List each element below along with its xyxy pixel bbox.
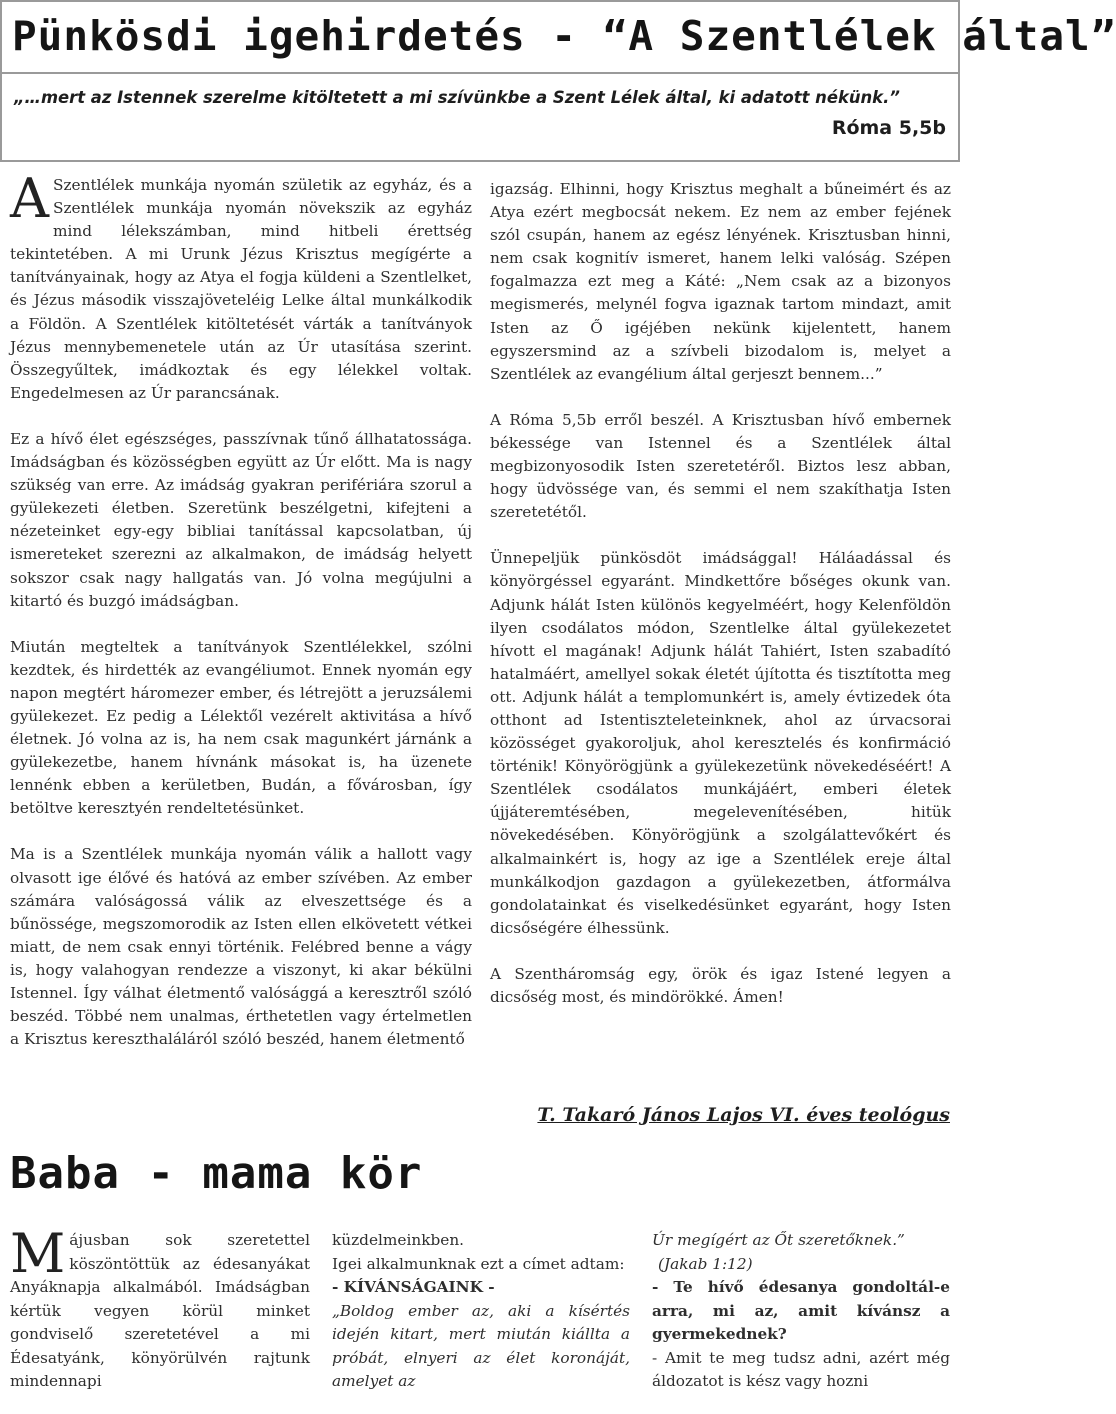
drop-cap: M: [10, 1222, 66, 1285]
baba-heading: - KÍVÁNSÁGAINK -: [332, 1278, 495, 1296]
motto-quote: „…mert az Istennek szerelme kitöltetett a mi szívünkbe a Szent Lélek által, ki adatott nékünk.”: [14, 88, 900, 107]
signature: T. Takaró János Lajos VI. éves teológus: [537, 1104, 950, 1126]
page-title: Pünkösdi igehirdetés - “A Szentlélek által”: [0, 0, 960, 74]
baba-column-1: [10, 1222, 310, 1394]
baba-question: - Te hívő édesanya gondoltál-e arra, mi az, amit kívánsz a gyermekednek?: [652, 1278, 950, 1343]
sermon-right-column: [490, 178, 951, 1009]
baba-column-2: [332, 1229, 630, 1394]
motto-reference: Róma 5,5b: [831, 117, 946, 139]
baba-quote: „Boldog ember az, aki a kísértés idején kitart, mert miután kiállta a próbát, elnyeri az élet koronáját, amelyet az: [332, 1301, 630, 1390]
sermon-paragraph: Ünnepeljük pünkösdöt imádsággal! Háláadással és könyörgéssel egyaránt. Mindkettőre bőséges okunk van. Adjunk hálát Isten különös kegyelméért, hogy Kelenföldön ilyen csodálatos módon, Szentlelke által gyülekezetet hívott el magának! Adjunk hálát Tahiért, Isten szabadító hatalmáért, amellyel sokak életét újította és tisztította meg ott. Adjunk hálát a templomunkért is, amely évtizedek óta otthont ad Istentiszteleteinknek, ahol az úrvacsorai közösséget gyakoroljuk, ahol keresztelés és konfirmáció történik! Könyörögjünk a gyülekezetünk növekedéséért! A Szentlélek csodálatos munkájáért, emberi életek újjáteremtésében, megelevenítésében, hitük növekedésében. Könyörögjünk a szolgálattevőkért és alkalmainkért is, hogy az ige a Szentlélek ereje által munkálkodjon gazdagon a gyülekezetben, átformálva gondolatainkat és viselkedésünket egyaránt, hogy Isten dicsőségére élhessünk.: [490, 549, 951, 937]
baba-reference: (Jakab 1:12): [658, 1254, 753, 1273]
sermon-paragraph: A Róma 5,5b erről beszél. A Krisztusban hívő embernek békessége van Istennel és a Szentlélek által megbizonyosodik Isten szeretetéről. Biztos lesz abban, hogy üdvössége van, és semmi el nem szakíthatja Isten szeretetétől.: [490, 410, 951, 522]
sermon-paragraph: Miután megteltek a tanítványok Szentlélekkel, szólni kezdtek, és hirdették az evangéliumot. Ennek nyomán egy napon megtért háromezer ember, és létrejött a jeruzsálemi gyülekezet. Ez pedig a Lélektől vezérelt aktivitása a hívő életnek. Jó volna az is, ha nem csak magunkért járnánk a gyülekezetbe, hanem hívnánk másokat is, ha üzenete lennénk ebben a kerületben, Budán, a fővárosban, így betöltve keresztyén rendeltetésünket.: [10, 637, 472, 818]
sermon-paragraph: Ez a hívő élet egészséges, passzívnak tűnő állhatatossága. Imádságban és közösségben együtt az Úr előtt. Ma is nagy szükség van erre. Az imádság gyakran perifériára szorul a gyülekezeti életben. Szeretünk beszélgetni, kifejteni a nézeteinket egy-egy bibliai tanítással kapcsolatban, új ismereteket szerezni az alkalmakon, de imádság helyett sokszor csak nagy hallgatás van. Jó volna megújulni a kitartó és buzgó imádságban.: [10, 429, 472, 610]
baba-column-3: [652, 1229, 950, 1394]
sermon-paragraph: A Szentlélek munkája nyomán születik az egyház, és a Szentlélek munkája nyomán növekszik az egyház mind lélekszámban, mind hitbeli érettség tekintetében. A mi Urunk Jézus Krisztus megígérte a tanítványainak, hogy az Atya el fogja küldeni a Szentlelket, és Jézus második visszajöveteléig Lelke által munkálkodik a Földön. A Szentlélek kitöltetését várták a tanítványok Jézus mennybemenetele után az Úr utasítása szerint. Összegyűltek, imádkoztak és egy lélekkel voltak. Engedelmesen az Úr parancsának.: [10, 167, 472, 402]
sermon-left-column: [10, 167, 472, 1051]
baba-line: Igei alkalmunknak ezt a címet adtam:: [332, 1254, 625, 1273]
baba-line: küzdelmeinkben.: [332, 1231, 465, 1249]
drop-cap: A: [10, 167, 49, 230]
sermon-paragraph: A Szentháromság egy, örök és igaz Istené legyen a dicsőség most, és mindörökké. Ámen!: [490, 964, 951, 1006]
baba-quote-end: Úr megígért az Őt szeretőknek.”: [652, 1231, 905, 1249]
baba-answer: - Amit te meg tudsz adni, azért még áldozatot is kész vagy hozni: [652, 1348, 950, 1390]
sermon-paragraph: Ma is a Szentlélek munkája nyomán válik a hallott vagy olvasott ige élővé és hatóvá az ember szívében. Az ember számára valóságossá válik az elveszettsége és a bűnössége, megszomorodik az Isten ellen elkövetett vétkei miatt, de nem csak ennyi történik. Felébred benne a vágy is, hogy valahogyan rendezze a viszonyt, ki akar békülni Istennel. Így válhat életmentő valósággá a keresztről szóló beszéd. Többé nem unalmas, érthetetlen vagy értelmetlen a Krisztus kereszthaláláról szóló beszéd, hanem életmentő: [10, 845, 472, 1049]
motto-box: [0, 74, 960, 162]
sermon-paragraph: igazság. Elhinni, hogy Krisztus meghalt a bűneimért és az Atya ezért megbocsát nekem. Ez nem az ember fejének szól csupán, hanem az egész lényének. Krisztusban hinni, nem csak kognitív ismeret, hanem lelki valóság. Szépen fogalmazza ezt meg a Káté: „Nem csak az a bizonyos megismerés, melynél fogva igaznak tartom mindazt, amit Isten az Ő igéjében nekünk kijelentett, hanem egyszersmind az a szívbeli bizodalom is, melyet a Szentlélek az evangélium által gerjeszt bennem...”: [490, 180, 951, 383]
section-title-baba-mama: Baba - mama kör: [10, 1148, 423, 1199]
baba-paragraph: Májusban sok szeretettel köszöntöttük az édesanyákat Anyáknapja alkalmából. Imádságban kértük vegyen körül minket gondviselő szeretetével a mi Édesatyánk, könyörülvén rajtunk mindennapi: [10, 1222, 310, 1390]
